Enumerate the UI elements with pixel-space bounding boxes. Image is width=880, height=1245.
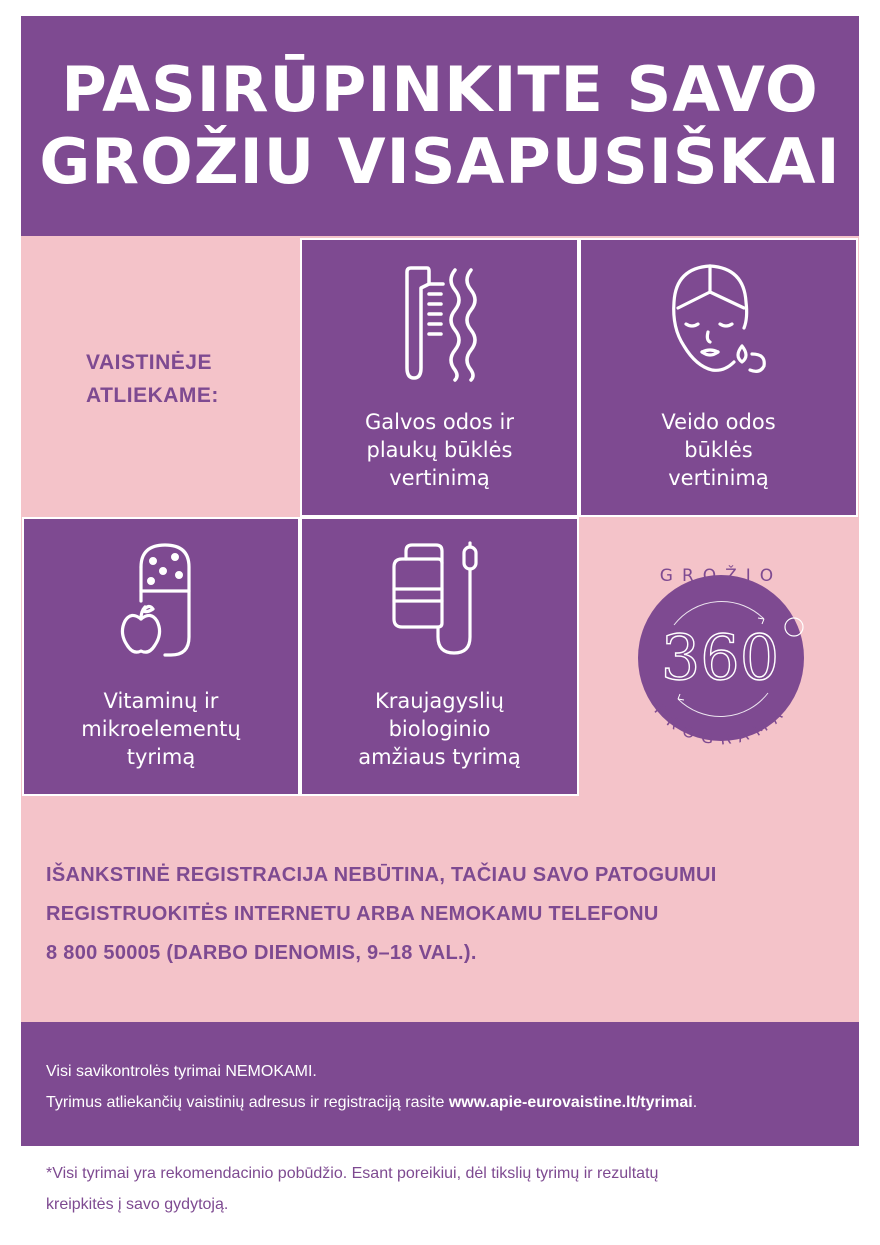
- face-drop-icon: [664, 262, 774, 378]
- service-label-vitamins: Vitaminų ir mikroelementų tyrimą: [81, 689, 241, 769]
- notice-line-2: REGISTRUOKITĖS INTERNETU ARBA NEMOKAMU TELEFONU: [46, 903, 659, 925]
- service-tile-vitamins: [22, 517, 300, 796]
- grozio-360-badge: [616, 553, 826, 763]
- footer-line-2-suffix: .: [692, 1094, 698, 1111]
- badge-bottom-text: PROGRAMA: [650, 700, 792, 749]
- disclaimer-line-2: kreipkitės į savo gydytoją.: [46, 1196, 229, 1213]
- footer-line-2-prefix: Tyrimus atliekančių vaistinių adresus ir registraciją rasite: [46, 1094, 449, 1111]
- service-label-blood-vessels: Kraujagyslių biologinio amžiaus tyrimą: [358, 689, 521, 769]
- intro-text: [86, 346, 286, 412]
- capsule-apple-icon: [119, 541, 203, 659]
- intro-line-1: VAISTINĖJE: [86, 351, 212, 374]
- service-label-face-skin: Veido odos būklės vertinimą: [661, 410, 776, 490]
- registration-notice: [46, 856, 846, 973]
- notice-line-3: 8 800 50005 (DARBO DIENOMIS, 9–18 VAL.).: [46, 942, 477, 964]
- website-link[interactable]: www.apie-eurovaistine.lt/tyrimai: [448, 1094, 693, 1111]
- page-title-line-1: PASIRŪPINKITE SAVO: [61, 53, 819, 126]
- intro-line-2: ATLIEKAME:: [86, 384, 219, 407]
- disclaimer-line-1: *Visi tyrimai yra rekomendacinio pobūdžio. Esant poreikiui, dėl tikslių tyrimų ir rezultatų: [46, 1165, 659, 1182]
- service-tile-blood-vessels: [300, 517, 579, 796]
- badge-top-label: GROŽIO: [659, 566, 783, 586]
- service-tile-scalp-hair: [300, 238, 579, 517]
- service-tile-face-skin: [579, 238, 858, 517]
- page-title-line-2: GROŽIU VISAPUSIŠKAI: [39, 125, 841, 198]
- title-banner: [21, 16, 859, 236]
- comb-hair-icon: [395, 264, 485, 384]
- badge-number: 360: [660, 621, 780, 694]
- disclaimer: [46, 1158, 836, 1220]
- blood-pressure-cuff-icon: [390, 541, 490, 659]
- info-footer: [21, 1022, 859, 1146]
- footer-line-2: [46, 1087, 859, 1118]
- service-label-scalp-hair: Galvos odos ir plaukų būklės vertinimą: [365, 410, 514, 490]
- notice-line-1: IŠANKSTINĖ REGISTRACIJA NEBŪTINA, TAČIAU SAVO PATOGUMUI: [46, 864, 717, 886]
- footer-line-1: Visi savikontrolės tyrimai NEMOKAMI.: [46, 1063, 317, 1080]
